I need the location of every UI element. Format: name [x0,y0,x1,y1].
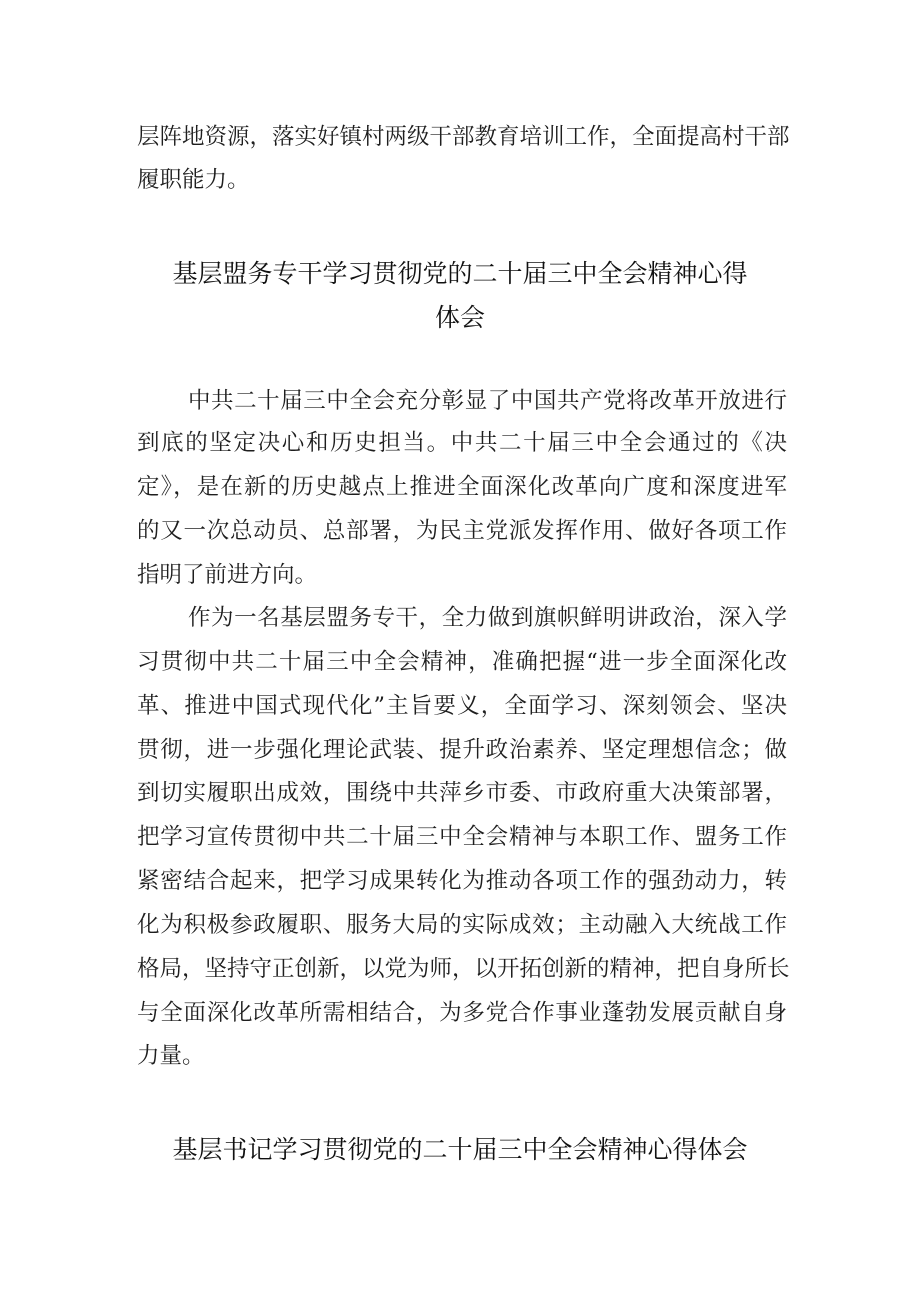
article1-p2-line-3: 革、推进中国式现代化”主旨要义，全面学习、深刻领会、坚决 [137,693,787,719]
article1-title-line-2: 体会 [434,303,485,332]
article1-p1-line-1: 中共二十届三中全会充分彰显了中国共产党将改革开放进行 [188,388,787,414]
article1-p2-line-11: 力量。 [137,1043,205,1069]
article1-p2-line-4: 贯彻，进一步强化理论武装、提升政治素养、坚定理想信念；做 [137,737,787,763]
article1-p1-line-3: 定》，是在新的历史越点上推进全面深化改革向广度和深度进军 [137,474,787,500]
article1-p2-line-5: 到切实履职出成效，围绕中共萍乡市委、市政府重大决策部署， [137,780,787,806]
article1-p2-line-1: 作为一名基层盟务专干，全力做到旗帜鲜明讲政治，深入学 [188,605,787,631]
article1-p1-line-2: 到底的坚定决心和历史担当。中共二十届三中全会通过的《决 [137,430,787,456]
intro-tail-line-2: 履职能力。 [137,167,250,193]
article1-p2-line-6: 把学习宣传贯彻中共二十届三中全会精神与本职工作、盟务工作 [137,824,787,850]
article1-p2-line-8: 化为积极参政履职、服务大局的实际成效；主动融入大统战工作 [137,912,787,938]
article1-p2-line-2: 习贯彻中共二十届三中全会精神，准确把握“进一步全面深化改 [137,649,787,675]
intro-tail-line-1: 层阵地资源，落实好镇村两级干部教育培训工作，全面提高村干部 [137,124,790,150]
article2-title: 基层书记学习贯彻党的二十届三中全会精神心得体会 [172,1135,748,1164]
article1-title-line-1: 基层盟务专干学习贯彻党的二十届三中全会精神心得 [172,259,748,288]
article1-p2-line-7: 紧密结合起来，把学习成果转化为推动各项工作的强劲动力，转 [137,868,787,894]
article1-p2-line-9: 格局，坚持守正创新，以党为师，以开拓创新的精神，把自身所长 [137,956,790,982]
article1-p1-line-4: 的又一次总动员、总部署，为民主党派发挥作用、做好各项工作 [137,518,787,544]
article1-p1-line-5: 指明了前进方向。 [137,562,318,588]
article1-p2-line-10: 与全面深化改革所需相结合，为多党合作事业蓬勃发展贡献自身 [137,1000,787,1026]
